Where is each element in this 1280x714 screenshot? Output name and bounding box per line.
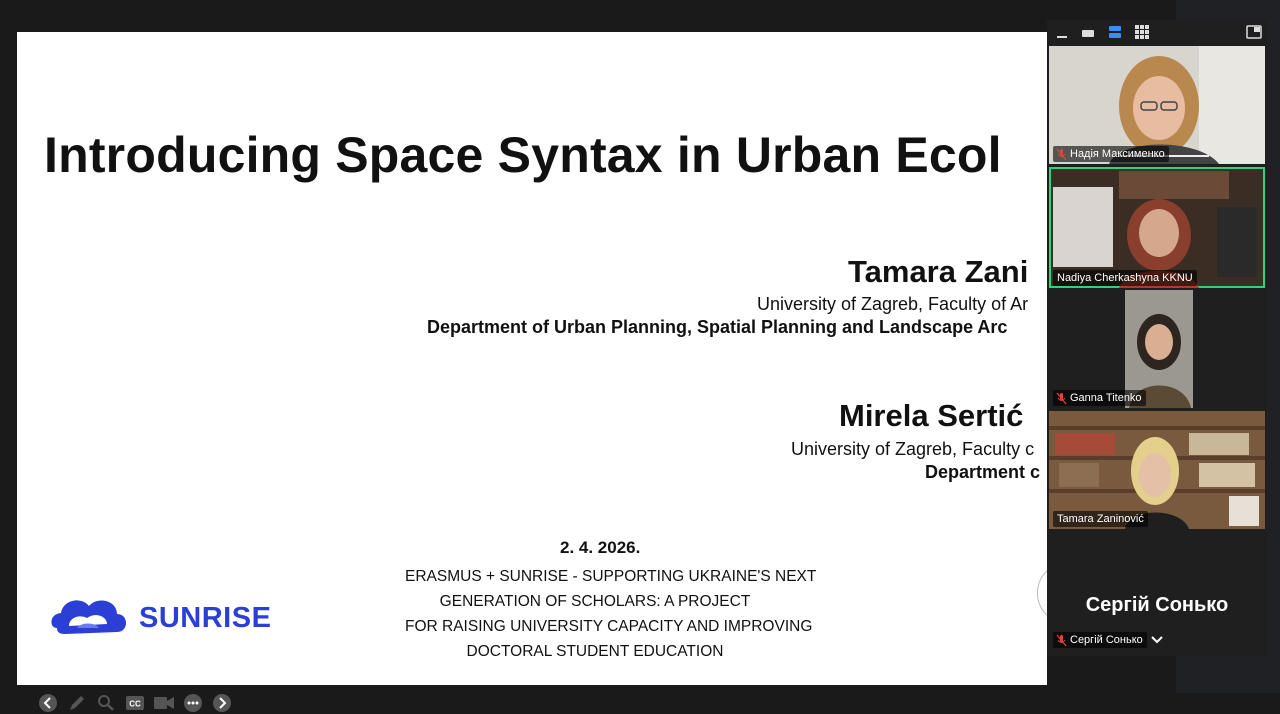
grid-view-icon[interactable]	[1135, 25, 1149, 39]
strip-view-icon[interactable]	[1081, 25, 1095, 39]
participant-name-tag	[1053, 146, 1169, 162]
panel-toolbar	[1047, 20, 1267, 44]
slide-title: Introducing Space Syntax in Urban Ecol	[44, 127, 1002, 183]
project-line: DOCTORAL STUDENT EDUCATION	[466, 643, 724, 660]
chevron-down-icon[interactable]	[1147, 633, 1167, 645]
muted-mic-icon	[1057, 393, 1066, 404]
author2-university: University of Zagreb, Faculty c	[791, 439, 1035, 459]
speaker-view-icon[interactable]	[1108, 25, 1122, 39]
muted-mic-icon	[1057, 635, 1066, 646]
search-icon[interactable]	[95, 693, 116, 714]
participant-name-tag	[1053, 390, 1146, 406]
author2-department: Department c	[925, 462, 1041, 482]
author2-name: Mirela Sertić	[839, 398, 1024, 433]
video-icon[interactable]	[153, 693, 174, 714]
author1-department: Department of Urban Planning, Spatial Planning and Landscape Arc	[427, 317, 1008, 337]
participant-tile[interactable]	[1049, 411, 1265, 529]
participant-tile[interactable]	[1049, 46, 1265, 164]
captions-icon[interactable]	[124, 693, 145, 714]
participant-name-tag	[1053, 511, 1148, 527]
project-line: FOR RAISING UNIVERSITY CAPACITY AND IMPROVING	[405, 618, 813, 635]
participant-tile[interactable]	[1049, 290, 1265, 408]
muted-mic-icon	[1057, 149, 1066, 160]
participant-name: Tamara Zaninović	[1057, 513, 1144, 525]
arrow-right-icon[interactable]	[211, 693, 232, 714]
participant-display-name: Сергій Сонько	[1085, 594, 1229, 616]
cloud-logo-icon	[47, 592, 131, 648]
project-line: GENERATION OF SCHOLARS: A PROJECT	[439, 593, 751, 610]
shared-slide	[17, 32, 1047, 709]
more-icon[interactable]	[182, 693, 203, 714]
arrow-left-icon[interactable]	[37, 693, 58, 714]
svg-text:CC: CC	[128, 699, 141, 709]
popout-icon[interactable]	[1246, 25, 1260, 39]
project-line: ERASMUS + SUNRISE - SUPPORTING UKRAINE'S NEXT	[405, 568, 817, 585]
participant-name-tag	[1053, 632, 1147, 648]
participant-name: Nadiya Cherkashyna KKNU	[1057, 272, 1193, 284]
participant-tile-active-speaker[interactable]	[1049, 167, 1265, 288]
top-bar	[0, 0, 1176, 30]
slide-date: 2. 4. 2026.	[560, 538, 641, 557]
pencil-icon[interactable]	[66, 693, 87, 714]
minimize-icon[interactable]	[1055, 25, 1069, 39]
participant-name-tag	[1053, 270, 1197, 286]
slide-controls	[37, 692, 232, 714]
participants-panel	[1047, 20, 1267, 656]
logo-text: SUNRISE	[139, 602, 272, 634]
participant-name: Ganna Titenko	[1070, 392, 1142, 404]
project-description	[405, 564, 817, 664]
author1-name: Tamara Zani	[848, 254, 1029, 289]
participant-name: Надія Максименко	[1070, 148, 1165, 160]
participant-name: Сергій Сонько	[1070, 634, 1143, 646]
author1-university: University of Zagreb, Faculty of Ar	[757, 294, 1029, 314]
sunrise-logo	[47, 592, 307, 648]
